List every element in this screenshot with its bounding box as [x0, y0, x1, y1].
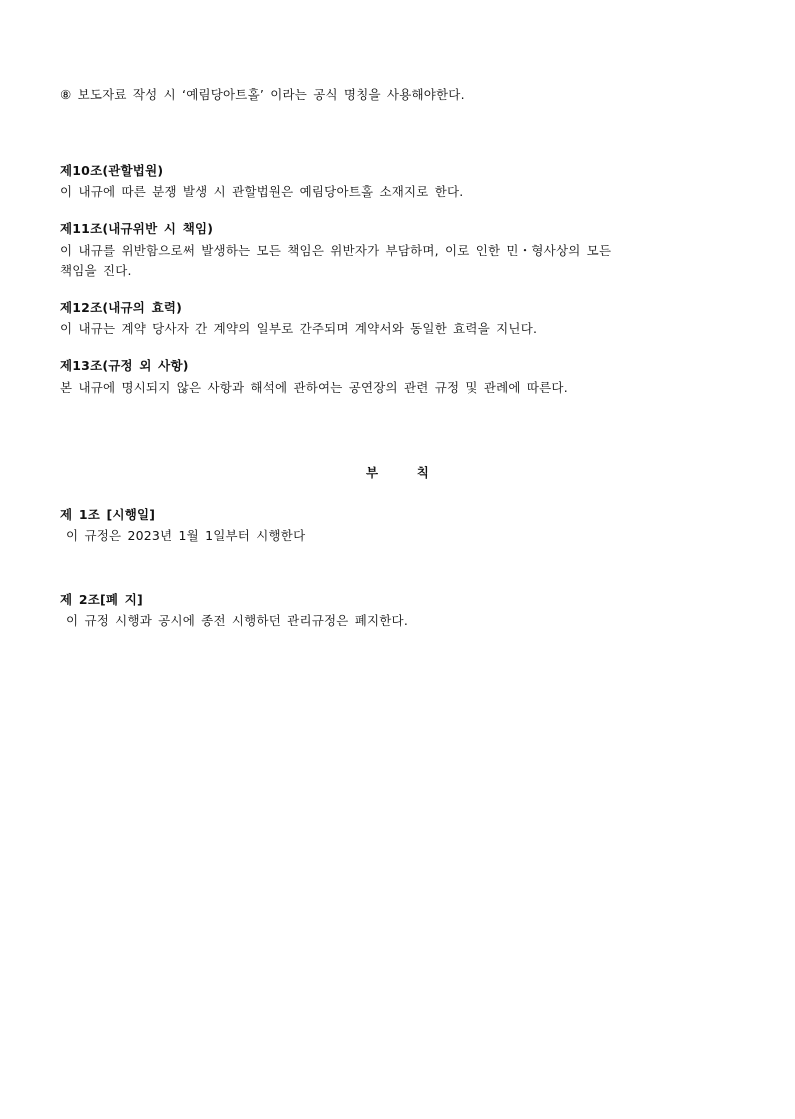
article-12-title: 제12조(내규의 효력) — [60, 300, 183, 315]
addenda-article-1-body: 이 규정은 2023년 1월 1일부터 시행한다 — [66, 528, 306, 543]
addenda-article-1-title: 제 1조 [시행일] — [60, 507, 156, 522]
article-11-body-line-1: 이 내규를 위반함으로써 발생하는 모든 책임은 위반자가 부담하며, 이로 인한 민・형사상의 모든 — [60, 243, 612, 258]
addenda-heading — [0, 464, 795, 482]
addenda-article-2-body: 이 규정 시행과 공시에 종전 시행하던 관리규정은 폐지한다. — [66, 613, 408, 628]
article-10-body: 이 내규에 따른 분쟁 발생 시 관할법원은 예림당아트홀 소재지로 한다. — [60, 184, 464, 199]
article-12-body: 이 내규는 계약 당사자 간 계약의 일부로 간주되며 계약서와 동일한 효력을 지닌다. — [60, 321, 538, 336]
intro-item-8: ⑧ 보도자료 작성 시 ‘예림당아트홀’ 이라는 공식 명칭을 사용해야한다. — [60, 87, 465, 102]
article-10-title: 제10조(관할법원) — [60, 163, 164, 178]
addenda-article-2-title: 제 2조[폐 지] — [60, 592, 143, 607]
article-13-body: 본 내규에 명시되지 않은 사항과 해석에 관하여는 공연장의 관련 규정 및 관례에 따른다. — [60, 380, 568, 395]
article-11-body-line-2: 책임을 진다. — [60, 263, 132, 278]
article-13-title: 제13조(규정 외 사항) — [60, 358, 189, 373]
article-11-title: 제11조(내규위반 시 책임) — [60, 221, 214, 236]
addenda-heading-text: 부 칙 — [365, 465, 430, 480]
